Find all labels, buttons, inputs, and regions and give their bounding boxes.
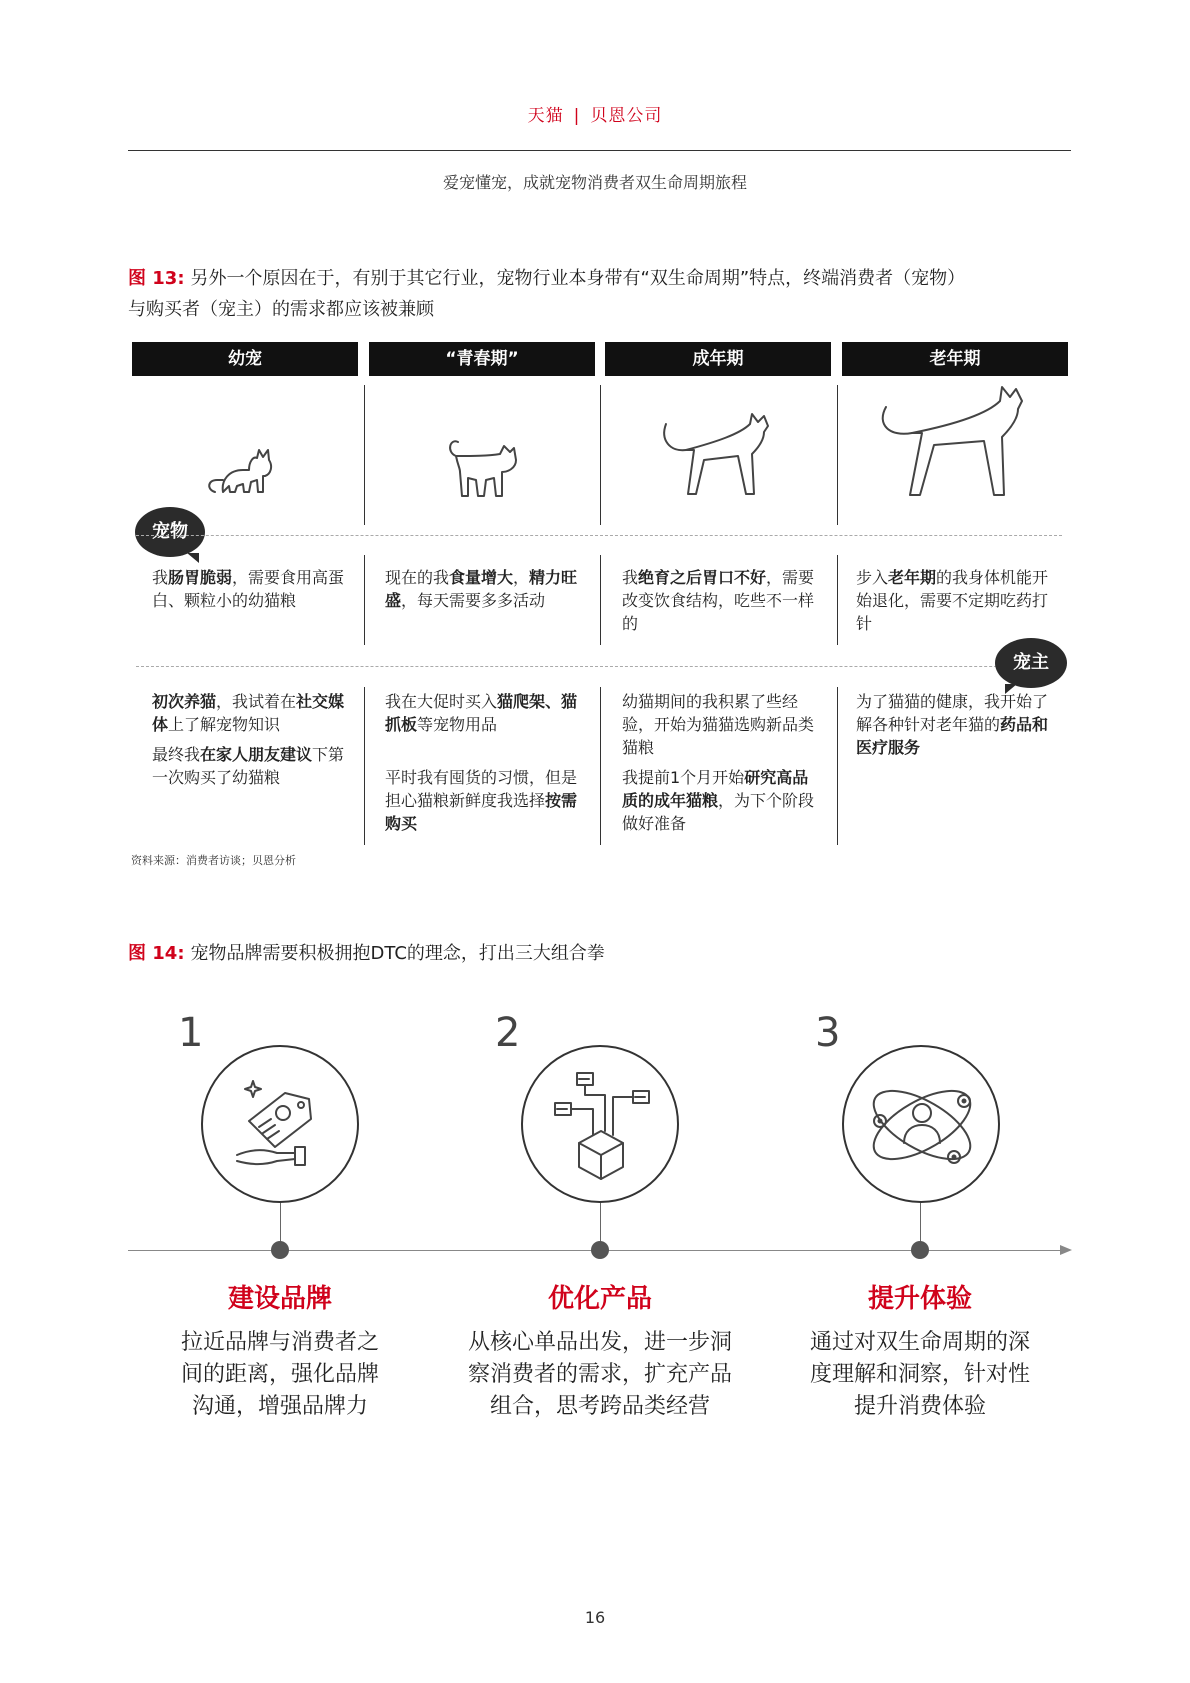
- emphasis-text: 精力旺盛: [385, 568, 578, 610]
- emphasis-text: 老年期: [888, 568, 937, 587]
- emphasis-text: 药品和医疗服务: [856, 715, 1049, 757]
- step-1-marker: [271, 1241, 289, 1259]
- box-network-icon: [549, 1069, 653, 1179]
- owner-behavior-para: [622, 766, 822, 835]
- step-2-number: 2: [495, 1010, 521, 1056]
- fig13-title-line2: 与购买者（宠主）的需求都应该被兼顾: [128, 299, 434, 320]
- column-divider: [837, 385, 838, 525]
- stage-header-adolescent: “青春期”: [369, 342, 595, 376]
- owner-behavior-kitten: [152, 690, 352, 789]
- emphasis-text: 在家人朋友建议: [200, 745, 313, 764]
- body-text: ，我试着在: [216, 692, 297, 711]
- step-3-title: 提升体验: [867, 1284, 972, 1314]
- step-2-desc-line: 察消费者的需求，扩充产品: [467, 1362, 732, 1387]
- brand-separator: |: [573, 106, 581, 126]
- step-2-description: [440, 1327, 760, 1423]
- step-2-desc-line: 组合，思考跨品类经营: [489, 1394, 710, 1419]
- step-2-marker: [591, 1241, 609, 1259]
- emphasis-text: 猫爬架、猫抓板: [385, 692, 578, 734]
- step-3-number: 3: [815, 1010, 841, 1056]
- body-text: ，: [513, 568, 530, 587]
- fig14-title-text: 宠物品牌需要积极拥抱DTC的理念，打出三大组合拳: [190, 943, 605, 964]
- page-number: 16: [584, 1608, 606, 1627]
- column-divider: [600, 555, 601, 645]
- column-divider: [837, 555, 838, 645]
- owner-bubble: 宠主: [995, 638, 1067, 688]
- owner-behavior-para: [385, 766, 585, 835]
- body-text: ，需要食用高蛋白、颗粒小的幼猫粮: [152, 568, 345, 610]
- body-text: 我在大促时买入: [385, 692, 498, 711]
- owner-behavior-senior: [856, 690, 1056, 759]
- brand-header: [0, 101, 1190, 126]
- body-text: ，需要改变饮食结构，吃些不一样的: [622, 568, 815, 633]
- emphasis-text: 绝育之后胃口不好: [638, 568, 767, 587]
- step-1-circle: [201, 1045, 359, 1203]
- body-text: 幼猫期间的我积累了些经验，开始为猫猫选购新品类猫粮: [622, 692, 815, 757]
- adult-cat-icon: [660, 410, 780, 500]
- column-divider: [364, 385, 365, 525]
- kitten-icon: [205, 440, 285, 500]
- owner-behavior-para: [152, 690, 352, 736]
- column-divider: [837, 687, 838, 845]
- body-text: 上了解宠物知识: [168, 715, 281, 734]
- body-text: ，每天需要多多活动: [401, 591, 546, 610]
- body-text: 最终我: [152, 745, 201, 764]
- header-rule: [128, 150, 1071, 151]
- brand-tmall: 天猫: [527, 106, 564, 126]
- pet-bubble: 宠物: [135, 507, 205, 557]
- fig14-title: [128, 938, 1068, 969]
- body-text: 我: [152, 568, 169, 587]
- body-text: 的我身体机能开始退化，需要不定期吃药打针: [856, 568, 1049, 633]
- fig13-title-line1: 另外一个原因在于，有别于其它行业，宠物行业本身带有“双生命周期”特点，终端消费者（宠物）: [190, 268, 966, 289]
- emphasis-text: 初次养猫: [152, 692, 217, 711]
- body-text: 现在的我: [385, 568, 450, 587]
- step-1-desc-line: 拉近品牌与消费者之: [180, 1330, 379, 1355]
- stage-header-kitten: 幼宠: [132, 342, 358, 376]
- emphasis-text: 按需购买: [385, 791, 578, 833]
- column-divider: [364, 687, 365, 845]
- fig13-source: 资料来源：消费者访谈；贝恩分析: [131, 854, 296, 867]
- report-subtitle: 爱宠懂宠，成就宠物消费者双生命周期旅程: [442, 173, 747, 192]
- hand-tag-icon: [231, 1073, 331, 1173]
- step-1-desc-line: 沟通，增强品牌力: [191, 1394, 368, 1419]
- owner-behavior-para: [152, 743, 352, 789]
- step-3-description: [760, 1327, 1080, 1423]
- step-3-desc-line: 提升消费体验: [853, 1394, 986, 1419]
- body-text: 下第一次购买了幼猫粮: [152, 745, 345, 787]
- owner-behavior-para: [622, 690, 822, 759]
- owner-behavior-para: [856, 690, 1056, 759]
- emphasis-text: 研究高品质的成年猫粮: [622, 768, 809, 810]
- body-text: 我提前1个月开始: [622, 768, 745, 787]
- pet-need-adult: [622, 566, 822, 635]
- emphasis-text: 食量增大: [449, 568, 514, 587]
- step-1-description: [120, 1327, 440, 1423]
- senior-cat-icon: [876, 385, 1036, 500]
- step-2-circle: [521, 1045, 679, 1203]
- fig14-label: 图 14:: [128, 943, 185, 964]
- brand-bain: 贝恩公司: [590, 106, 663, 126]
- user-orbit-icon: [864, 1067, 980, 1183]
- step-3-circle: [842, 1045, 1000, 1203]
- column-divider: [600, 687, 601, 845]
- body-text: 平时我有囤货的习惯，但是担心猫粮新鲜度我选择: [385, 768, 578, 810]
- pet-need-senior: [856, 566, 1056, 635]
- stage-header-senior: 老年期: [842, 342, 1068, 376]
- body-text: 步入: [856, 568, 889, 587]
- step-2-desc-line: 从核心单品出发，进一步洞: [467, 1330, 732, 1355]
- owner-behavior-adolescent: [385, 690, 585, 835]
- body-text: ，为下个阶段做好准备: [622, 791, 815, 833]
- young-cat-icon: [442, 432, 532, 502]
- step-1-number: 1: [178, 1010, 204, 1056]
- step-2-title: 优化产品: [547, 1284, 652, 1314]
- body-text: 等宠物用品: [417, 715, 498, 734]
- pet-need-adolescent: [385, 566, 585, 612]
- pet-need-kitten: [152, 566, 352, 612]
- step-1-title: 建设品牌: [227, 1284, 332, 1314]
- body-text: 为了猫猫的健康，我开始了解各种针对老年猫的: [856, 692, 1049, 734]
- step-3-marker: [911, 1241, 929, 1259]
- pet-divider-dashed: [136, 535, 1062, 536]
- emphasis-text: 肠胃脆弱: [168, 568, 233, 587]
- step-3-desc-line: 度理解和洞察，针对性: [809, 1362, 1030, 1387]
- column-divider: [364, 555, 365, 645]
- stage-header-adult: 成年期: [605, 342, 831, 376]
- emphasis-text: 社交媒体: [152, 692, 345, 734]
- fig13-title: [128, 263, 1068, 325]
- column-divider: [600, 385, 601, 525]
- step-3-desc-line: 通过对双生命周期的深: [809, 1330, 1030, 1355]
- owner-behavior-adult: [622, 690, 822, 835]
- owner-behavior-para: [385, 690, 585, 736]
- fig13-label: 图 13:: [128, 268, 185, 289]
- owner-divider-dashed: [136, 666, 1062, 667]
- step-1-desc-line: 间的距离，强化品牌: [180, 1362, 379, 1387]
- timeline-arrow-icon: [1060, 1245, 1072, 1255]
- body-text: 我: [622, 568, 639, 587]
